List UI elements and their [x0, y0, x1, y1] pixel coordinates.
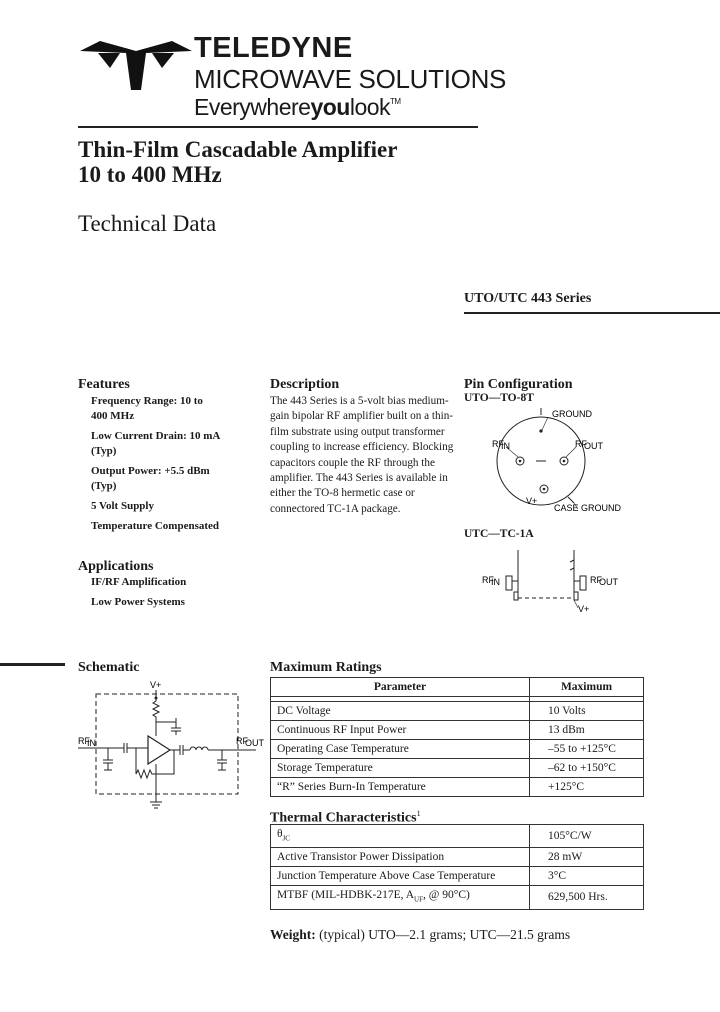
schematic-diagram [76, 678, 262, 810]
feature-item: Output Power: +5.5 dBm (Typ) [91, 465, 210, 492]
pin-config-heading: Pin Configuration [464, 377, 573, 392]
thermal-heading: Thermal Characteristics$^1$ [270, 809, 421, 826]
feature-item: Low Current Drain: 10 mA (Typ) [91, 430, 221, 457]
feature-item: Frequency Range: 10 to 400 MHz [91, 395, 203, 422]
svg-text:RF: RF [492, 439, 504, 449]
table-row: Continuous RF Input Power 13 dBm [271, 721, 644, 740]
table-row: “R” Series Burn-In Temperature +125°C [271, 778, 644, 797]
description-text: The 443 Series is a 5-volt bias medium- gain bipolar RF amplifier built on a thin-film substrate using output transformer coupling to increase efficiency. Blocking capacitors couple the RF through the amplifier. The 443 Series is available in either the TO-8 hermetic case or connectored TC-1A package. [270, 395, 454, 515]
svg-text:IN: IN [87, 738, 96, 748]
svg-text:IN: IN [491, 577, 500, 587]
svg-text:RF: RF [482, 575, 494, 585]
max-ratings-heading: Maximum Ratings [270, 660, 382, 675]
thermal-table [270, 824, 644, 910]
applications-heading: Applications [78, 559, 154, 574]
svg-text:CASE GROUND: CASE GROUND [554, 503, 622, 513]
svg-text:V+: V+ [150, 680, 162, 690]
schematic-heading: Schematic [78, 660, 140, 675]
brand-name: TELEDYNE [194, 32, 353, 64]
application-item: Low Power Systems [91, 596, 185, 608]
svg-text:RF: RF [590, 575, 602, 585]
col-header-maximum: Maximum [530, 678, 644, 697]
uto-package-label: UTO—TO-8T [464, 392, 534, 404]
brand-tagline: Everywhereyoulook™ [194, 94, 401, 120]
teledyne-logo-icon [80, 38, 192, 90]
applications-list [91, 575, 186, 615]
svg-text:RF: RF [78, 736, 90, 746]
features-heading: Features [78, 377, 130, 392]
svg-text:RF: RF [236, 736, 248, 746]
col-header-parameter: Parameter [271, 678, 530, 697]
svg-text:OUT: OUT [584, 441, 603, 451]
svg-text:RF: RF [575, 439, 587, 449]
table-row: Junction Temperature Above Case Temperature 3°C [271, 867, 644, 886]
table-row: Active Transistor Power Dissipation 28 mW [271, 848, 644, 867]
table-row: Operating Case Temperature –55 to +125°C [271, 740, 644, 759]
svg-text:V+: V+ [526, 496, 538, 506]
page-title: Thin-Film Cascadable Amplifier 10 to 400 MHz [78, 137, 398, 187]
feature-item: 5 Volt Supply [91, 500, 154, 512]
table-header-row [271, 678, 644, 697]
description-heading: Description [270, 377, 340, 392]
feature-item: Temperature Compensated [91, 520, 220, 532]
series-rule [464, 312, 720, 314]
svg-text:V+: V+ [578, 604, 590, 614]
max-ratings-table [270, 677, 644, 797]
series-label: UTO/UTC 443 Series [464, 291, 592, 306]
features-list [91, 394, 261, 539]
table-row: $\theta_{JC}$ 105°C/W [271, 825, 644, 848]
weight-line: Weight: (typical) UTO—2.1 grams; UTC—21.5 grams [270, 927, 571, 942]
page-subtitle: Technical Data [78, 211, 217, 236]
table-row: Storage Temperature –62 to +150°C [271, 759, 644, 778]
svg-text:OUT: OUT [599, 577, 618, 587]
svg-text:IN: IN [501, 441, 510, 451]
section-rule [0, 663, 65, 666]
svg-text:GROUND: GROUND [552, 409, 592, 419]
svg-text:OUT: OUT [245, 738, 264, 748]
utc-package-label: UTC—TC-1A [464, 528, 534, 540]
table-row: MTBF (MIL-HDBK-217E, $A_{UF}$, @ 90°C) 629,500 Hrs. [271, 886, 644, 909]
application-item: IF/RF Amplification [91, 576, 187, 588]
header-rule [78, 126, 478, 128]
to8-pinout-diagram [478, 405, 622, 517]
brand-division: MICROWAVE SOLUTIONS [194, 64, 507, 94]
tc1a-package-diagram [478, 548, 618, 616]
table-row: DC Voltage 10 Volts [271, 702, 644, 721]
